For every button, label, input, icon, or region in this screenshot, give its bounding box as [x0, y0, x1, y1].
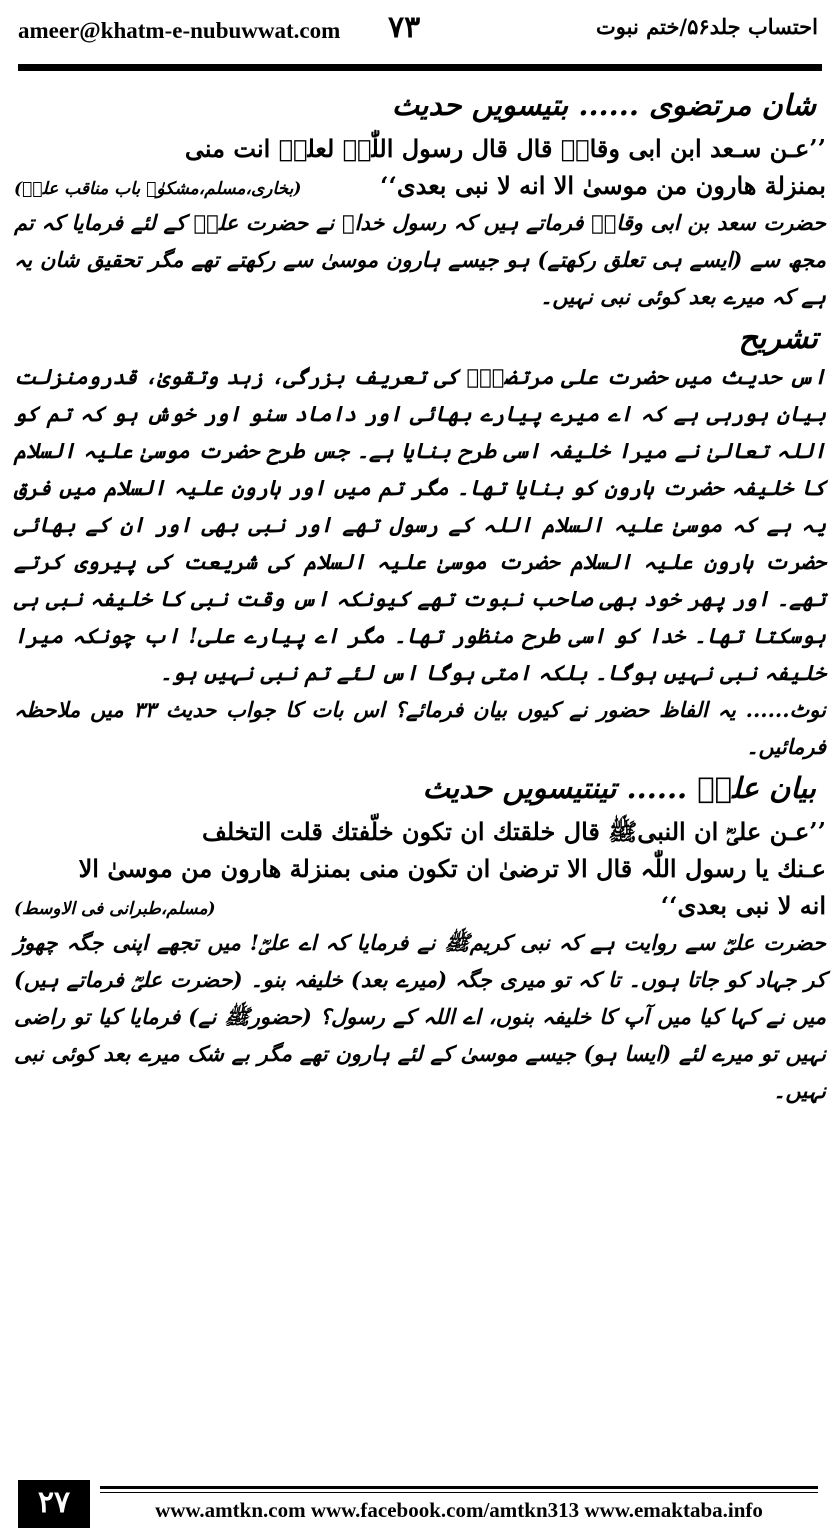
section1-arabic-line2: بمنزلة هارون من موسیٰ الا انه لا نبی بعدی‘‘: [380, 171, 826, 200]
section1-arabic-line1: ’’عـن سـعد ابن ابی وقاصؓ قال قال رسول اللّٰہﷺ لعلیؓ انت منی: [184, 134, 826, 163]
page-content: [14, 82, 826, 1109]
tashreeh-text: اس حدیث میں حضرت علی مرتضیٰؓ کی تعریف بزرگی، زہد وتقویٰ، قدرومنزلت بیان ہورہی ہے کہ اے میرے پیارے بھائی اور داماد سنو اور خوش ہو کہ تم کو اللہ تعالیٰ نے میرا خلیفہ اسی طرح بنایا ہے۔ جس طرح حضرت موسیٰ علیہ السلام کا خلیفہ حضرت ہارون کو بنایا تھا۔ مگر تم میں اور ہارون علیہ السلام میں فرق یہ ہے کہ موسیٰ علیہ السلام اللہ کے رسول تھے اور نبی بھی اور ان کے بھائی حضرت ہارون علیہ السلام حضرت موسیٰ علیہ السلام کی شریعت کی پیروی کرتے تھے۔ اور پھر خود بھی صاحب نبوت تھے کیونکہ اس وقت نبی کا خلیفہ نبی ہی ہوسکتا تھا۔ خدا کو اسی طرح منظور تھا۔ مگر اے پیارے علی! اب چونکہ میرا خلیفہ نبی نہیں ہوگا۔ بلکہ امتی ہوگا اس لئے تم نبی نہیں ہو۔: [14, 364, 826, 685]
section1-reference: (بخاری،مسلم،مشکوٰۃ باب مناقب علیؓ): [14, 179, 302, 199]
section2-arabic-row3: [14, 887, 826, 924]
note-text: نوٹ...... یہ الفاظ حضور نے کیوں بیان فرمائے؟ اس بات کا جواب حدیث ۳۳ میں ملاحظہ فرمائیں۔: [14, 697, 826, 759]
header-divider: [18, 64, 822, 71]
footer-divider: [100, 1486, 818, 1489]
section2-arabic-line2: عـنك یا رسول اللّٰہ قال الا ترضیٰ ان تكون منی بمنزلة هارون من موسیٰ الا: [78, 854, 826, 883]
header-page-number: ۷۳: [388, 10, 421, 45]
section2-heading: بیان علیؓ ...... تینتیسویں حدیث: [422, 771, 816, 805]
page-header: [0, 0, 840, 60]
footer-page-number: ۲۷: [18, 1480, 90, 1528]
section2-arabic-line3: انه لا نبی بعدی‘‘: [660, 891, 826, 920]
section2-arabic-line1: ’’عـن علیؓ ان النبیﷺ قال خلقتك ان تكون خلّفتك قلت التخلف: [201, 817, 826, 846]
tashreeh-heading: تشریح: [738, 321, 818, 356]
page-footer: [0, 1476, 840, 1540]
header-book-title: احتساب جلد۵۶/ختم نبوت: [596, 14, 818, 39]
section1-translation: حضرت سعد بن ابی وقاصؓ فرماتے ہیں کہ رسول خداﷺ نے حضرت علیؓ کے لئے فرمایا کہ تم مجھ سے (ایسے ہی تعلق رکھتے) ہو جیسے ہارون موسیٰ سے رکھتے تھے مگر تحقیق شان یہ ہے کہ میرے بعد کوئی نبی نہیں۔: [14, 210, 826, 309]
section2-translation: حضرت علیؓ سے روایت ہے کہ نبی کریمﷺ نے فرمایا کہ اے علیؓ! میں تجھے اپنی جگہ چھوڑ کر جہاد کو جاتا ہوں۔ تا کہ تو میری جگہ (میرے بعد) خلیفہ بنو۔ (حضرت علیؓ فرماتے ہیں) میں نے کہا کیا میں آپ کا خلیفہ بنوں، اے اللہ کے رسول؟ (حضورﷺ نے) فرمایا کیا تو راضی نہیں تو میرے لئے (ایسا ہو) جیسے موسیٰ کے لئے ہارون تھے مگر بے شک میرے بعد کوئی نبی نہیں۔: [14, 930, 827, 1103]
footer-links: www.amtkn.com www.facebook.com/amtkn313 www.emaktaba.info: [155, 1498, 763, 1522]
footer-divider-thin: [100, 1492, 818, 1493]
section1-heading: شان مرتضوی ...... بتیسویں حدیث: [391, 88, 816, 122]
section2-reference: (مسلم،طبرانی فی الاوسط): [14, 899, 216, 919]
section1-arabic-row2: [14, 167, 826, 204]
header-email: ameer@khatm-e-nubuwwat.com: [18, 18, 341, 43]
